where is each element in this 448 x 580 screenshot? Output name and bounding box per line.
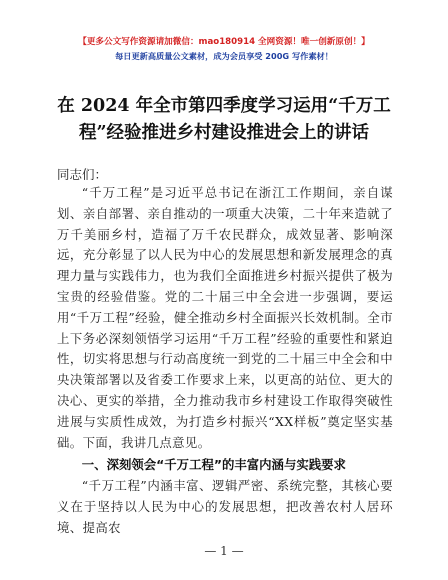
body-paragraph: “千万工程”是习近平总书记在浙江工作期间，亲自谋划、亲自部署、亲自推动的一项重大决策，二十年来造就了万千美丽乡村，造福了万千农民群众，成效显著、影响深远，充分彰显了以人民为中心的发展思想和新发展理念的真理力量与实践伟力，也为我们全面推进乡村振兴提供了极为宝贵的经验借鉴。党的二十届三中全会进一步强调，要运用“千万工程”经验，健全推动乡村全面振兴长效机制。全市上下务必深刻领悟学习运用“千万工程”经验的重要性和紧迫性，切实将思想与行动高度统一到党的二十届三中全会和中央决策部署以及省委工作要求上来，以更高的站位、更大的决心、更实的举措，全力推动我市乡村建设工作取得突破性进展与实质性成效，为打造乡村振兴“XX样板”奠定坚实基础。下面，我讲几点意见。 [57,185,393,450]
page-number: — 1 — [204,544,244,558]
document-body [57,183,393,539]
promo-banner-line-1: 【更多公文写作资源请加微信：mao180914 全网资源！唯一创新原创！】 [78,37,370,47]
section-paragraph: “千万工程”内涵丰富、逻辑严密、系统完整，其核心要义在于坚持以人民为中心的发展思想，把改善农村人居环境、提高农 [57,478,393,535]
section-heading: 一、深刻领会“千万工程”的丰富内涵与实践要求 [81,457,346,473]
document-title: 在 2024 年全市第四季度学习运用“千万工程”经验推进乡村建设推进会上的讲话 [57,96,391,143]
promo-banner-line-2: 每日更新高质量公文素材，成为会员享受 200G 写作素材！ [115,51,333,61]
salutation: 同志们： [57,167,108,182]
